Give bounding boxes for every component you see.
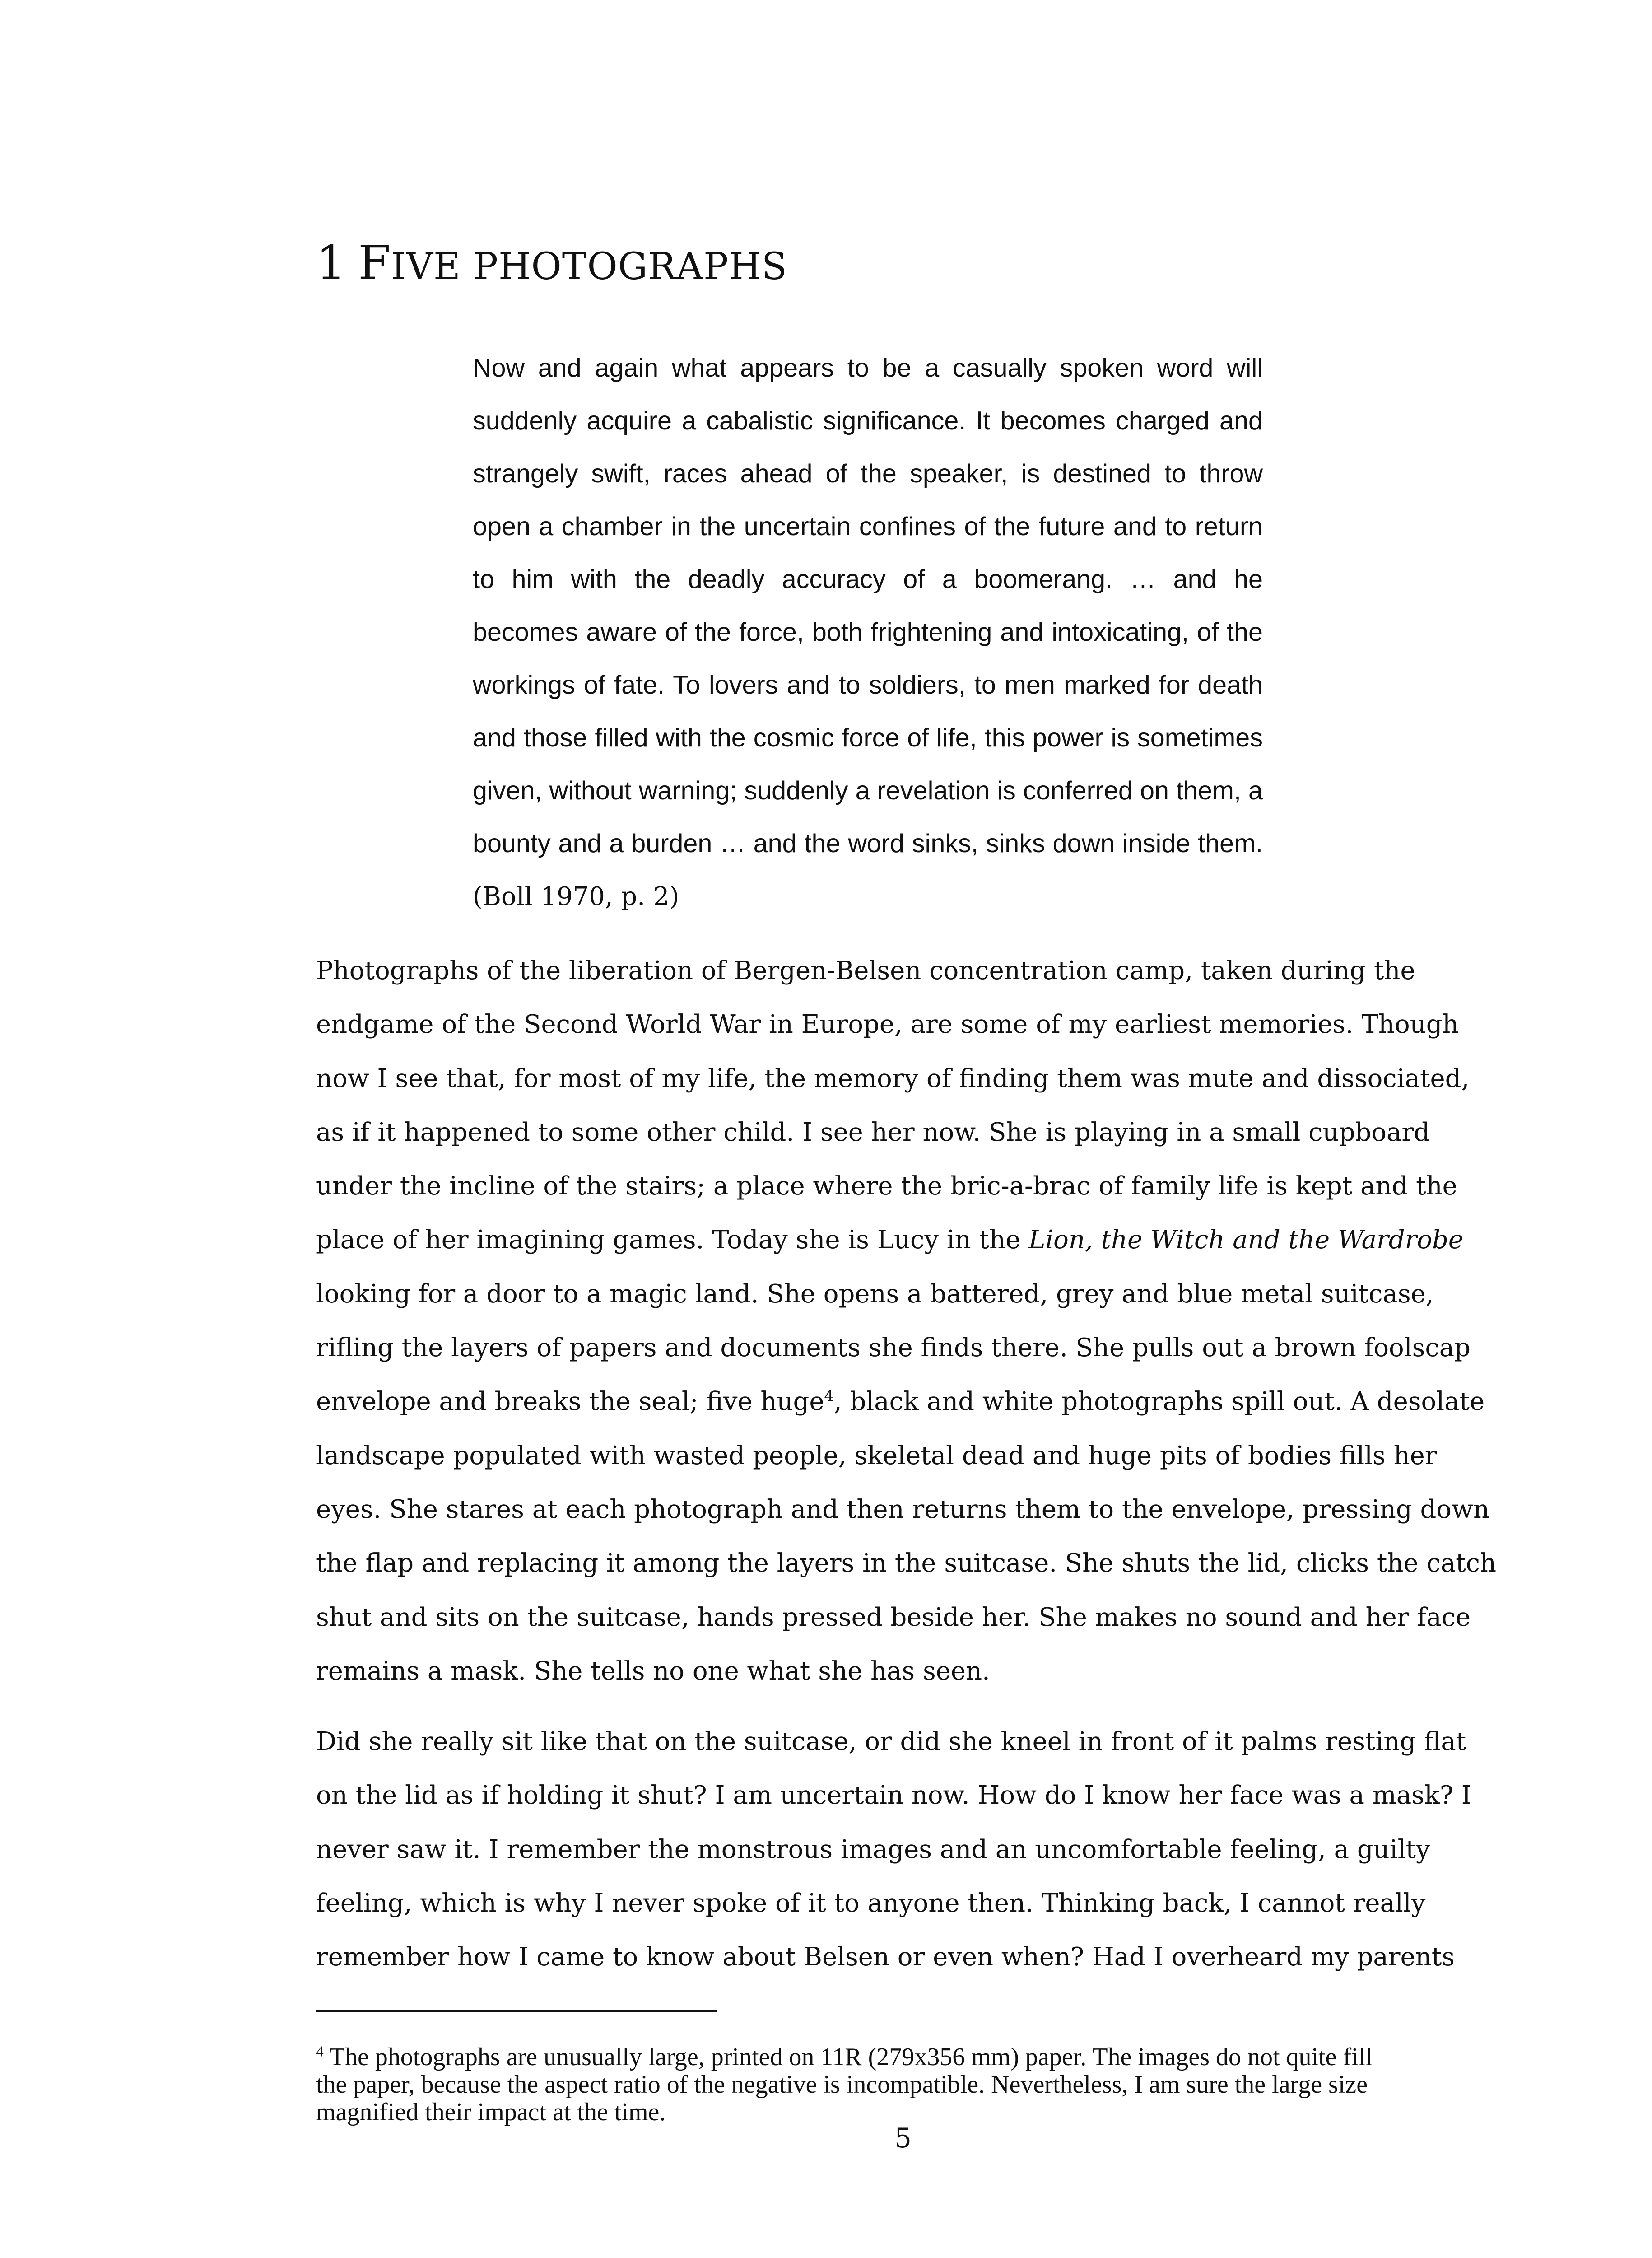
footnote-text <box>316 2043 1503 2126</box>
text-line: magnified their impact at the time. <box>316 2098 666 2126</box>
footnote-reference: 4 <box>824 1387 834 1405</box>
book-title: Lion, the Witch and the Wardrobe <box>1028 1225 1464 1255</box>
body-text <box>316 944 1499 1984</box>
text-line: envelope and breaks the seal; five huge <box>316 1387 824 1417</box>
chapter-title-rest: IVE PHOTOGRAPHS <box>391 245 788 288</box>
text-line: under the incline of the stairs; a place where the bric-a-brac of family life is kept and the <box>316 1171 1457 1201</box>
text-line: remember how I came to know about Belsen or even when? Had I overheard my parents <box>316 1942 1455 1972</box>
chapter-title-initial: F <box>358 235 391 290</box>
text-line: feeling, which is why I never spoke of it to anyone then. Thinking back, I cannot really <box>316 1889 1426 1918</box>
epigraph-block <box>473 342 1263 923</box>
text-line: on the lid as if holding it shut? I am uncertain now. How do I know her face was a mask? I <box>316 1781 1471 1810</box>
text-line: The photographs are unusually large, printed on 11R (279x356 mm) paper. The images do not quite fill <box>323 2043 1373 2071</box>
text-line: the flap and replacing it among the layers in the suitcase. She shuts the lid, clicks the catch <box>316 1549 1497 1578</box>
epigraph-text: Now and again what appears to be a casually spoken word will suddenly acquire a cabalistic significance. It becomes charged and strangely swift, races ahead of the speaker, is destined to throw open a chamber in the uncertain confines of the future and to return to him with the deadly accuracy of a boomerang. … and he becomes aware of the force, both frightening and intoxicating, of the workings of fate. To lovers and to soldiers, to men marked for death and those filled with the cosmic force of life, this power is sometimes given, without warning; suddenly a revelation is conferred on them, a bounty and a burden … and the word sinks, sinks down inside them. <box>473 354 1263 858</box>
text-line: place of her imagining games. Today she is Lucy in the <box>316 1225 1029 1255</box>
text-line: remains a mask. She tells no one what she has seen. <box>316 1656 990 1686</box>
text-line: looking for a door to a magic land. She opens a battered, grey and blue metal suitcase, <box>316 1279 1434 1309</box>
footnote-marker: 4 <box>316 2043 324 2060</box>
text-line: endgame of the Second World War in Europe, are some of my earliest memories. Though <box>316 1010 1459 1040</box>
paragraph <box>316 944 1499 1698</box>
text-line: Photographs of the liberation of Bergen-Belsen concentration camp, taken during the <box>316 956 1415 985</box>
text-line: now I see that, for most of my life, the memory of finding them was mute and dissociated, <box>316 1064 1470 1093</box>
epigraph-citation: (Boll 1970, p. 2) <box>473 882 679 911</box>
text-line: , black and white photographs spill out. A desolate <box>833 1387 1485 1417</box>
text-line: shut and sits on the suitcase, hands pressed beside her. She makes no sound and her face <box>316 1602 1471 1632</box>
text-line: Did she really sit like that on the suitcase, or did she kneel in front of it palms resting flat <box>316 1727 1466 1757</box>
text-line: as if it happened to some other child. I see her now. She is playing in a small cupboard <box>316 1117 1430 1147</box>
text-line: eyes. She stares at each photograph and then returns them to the envelope, pressing down <box>316 1494 1490 1524</box>
paragraph <box>316 1715 1499 1984</box>
footnote <box>316 2043 1503 2126</box>
footnote-separator <box>316 2010 717 2012</box>
chapter-heading <box>316 235 787 291</box>
chapter-number: 1 <box>316 235 347 290</box>
text-line: landscape populated with wasted people, skeletal dead and huge pits of bodies fills her <box>316 1441 1437 1470</box>
text-line: rifling the layers of papers and documents she finds there. She pulls out a brown foolscap <box>316 1333 1471 1363</box>
text-line: the paper, because the aspect ratio of the negative is incompatible. Nevertheless, I am sure the large size <box>316 2071 1368 2099</box>
text-line: never saw it. I remember the monstrous images and an uncomfortable feeling, a guilty <box>316 1834 1430 1864</box>
page-number: 5 <box>894 2123 912 2154</box>
